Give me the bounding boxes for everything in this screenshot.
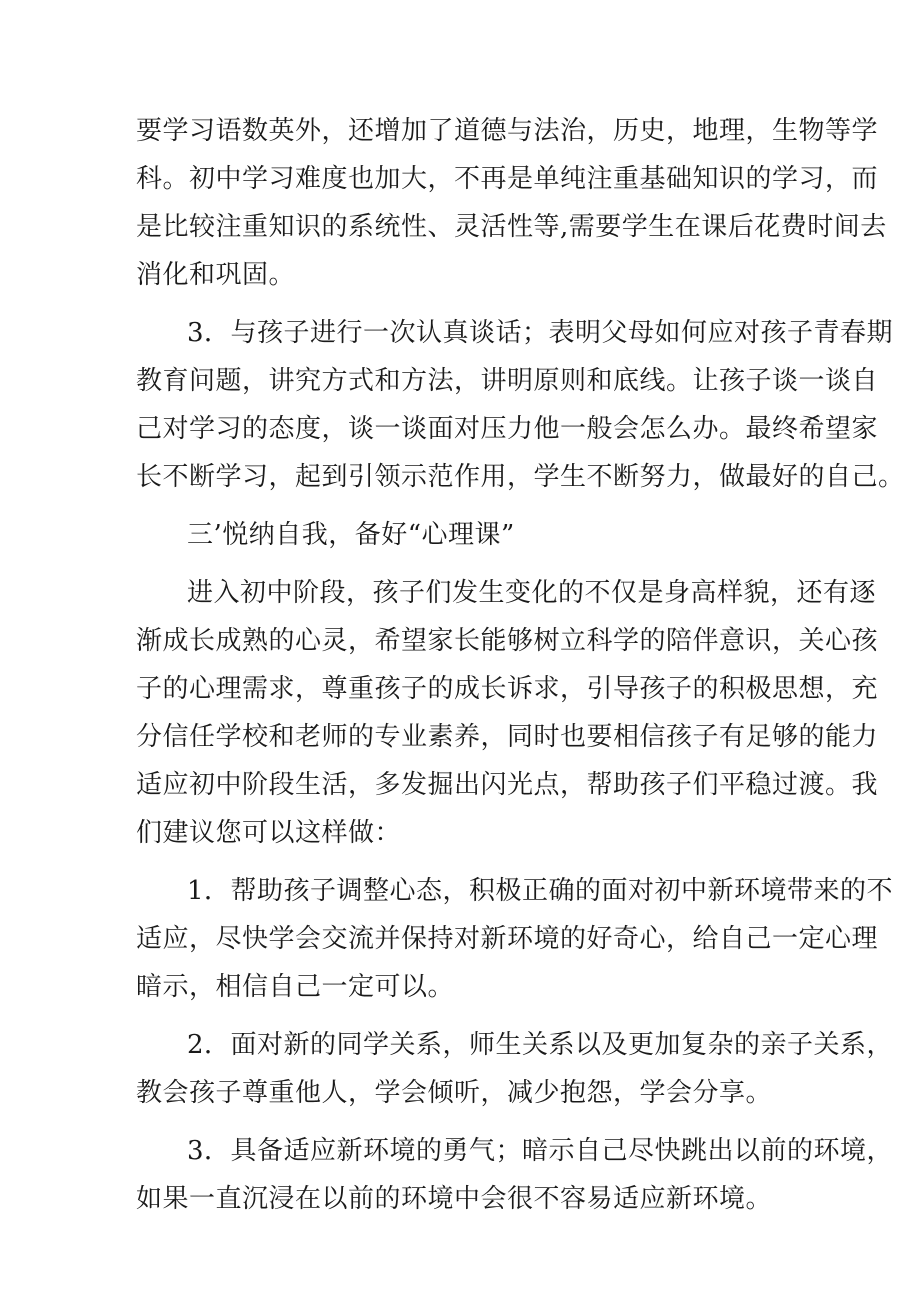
text-line: 2．面对新的同学关系，师生关系以及更加复杂的亲子关系， [187, 1030, 894, 1060]
text-line: 3．与孩子进行一次认真谈话；表明父母如何应对孩子青春期 [187, 318, 894, 348]
paragraph-continuation [136, 107, 887, 299]
text-line: 教会孩子尊重他人，学会倾听，减少抱怨，学会分享。 [136, 1078, 773, 1108]
paragraph-item-3-courage [136, 1127, 894, 1223]
text-line: 是比较注重知识的系统性、灵活性等,需要学生在课后花费时间去 [136, 212, 887, 242]
text-line: 分信任学校和老师的专业素养，同时也要相信孩子有足够的能力 [136, 722, 879, 752]
text-line: 子的心理需求，尊重孩子的成长诉求，引导孩子的积极思想，充 [136, 674, 879, 704]
text-line: 3．具备适应新环境的勇气；暗示自己尽快跳出以前的环境， [187, 1136, 894, 1166]
text-line: 如果一直沉浸在以前的环境中会很不容易适应新环境。 [136, 1184, 773, 1214]
paragraph-item-3-talk [136, 309, 905, 501]
paragraph-item-1 [136, 867, 894, 1011]
text-line: 己对学习的态度，谈一谈面对压力他一般会怎么办。最终希望家 [136, 414, 879, 444]
section-heading [136, 511, 812, 559]
paragraph-item-2 [136, 1021, 894, 1117]
text-line: 科。初中学习难度也加大，不再是单纯注重基础知识的学习，而 [136, 164, 879, 194]
text-line: 适应初中阶段生活，多发掘出闪光点，帮助孩子们平稳过渡。我 [136, 770, 879, 800]
text-line: 要学习语数英外，还增加了道德与法治，历史，地理，生物等学 [136, 116, 879, 146]
text-line: 消化和巩固。 [136, 260, 296, 290]
text-line: 长不断学习，起到引领示范作用，学生不断努力，做最好的自己。 [136, 462, 905, 492]
text-line: 们建议您可以这样做： [136, 818, 402, 848]
text-line: 教育问题，讲究方式和方法，讲明原则和底线。让孩子谈一谈自 [136, 366, 879, 396]
text-line: 进入初中阶段，孩子们发生变化的不仅是身高样貌，还有逐 [187, 578, 877, 608]
paragraph-intro [136, 569, 879, 857]
text-line: 暗示，相信自己一定可以。 [136, 972, 455, 1002]
text-line: 1．帮助孩子调整心态，积极正确的面对初中新环境带来的不 [187, 876, 894, 906]
heading-text: 三’悦纳自我，备好“心理课” [187, 520, 515, 550]
text-line: 适应，尽快学会交流并保持对新环境的好奇心，给自己一定心理 [136, 924, 879, 954]
document-body [136, 107, 905, 1233]
text-line: 渐成长成熟的心灵，希望家长能够树立科学的陪伴意识，关心孩 [136, 626, 879, 656]
